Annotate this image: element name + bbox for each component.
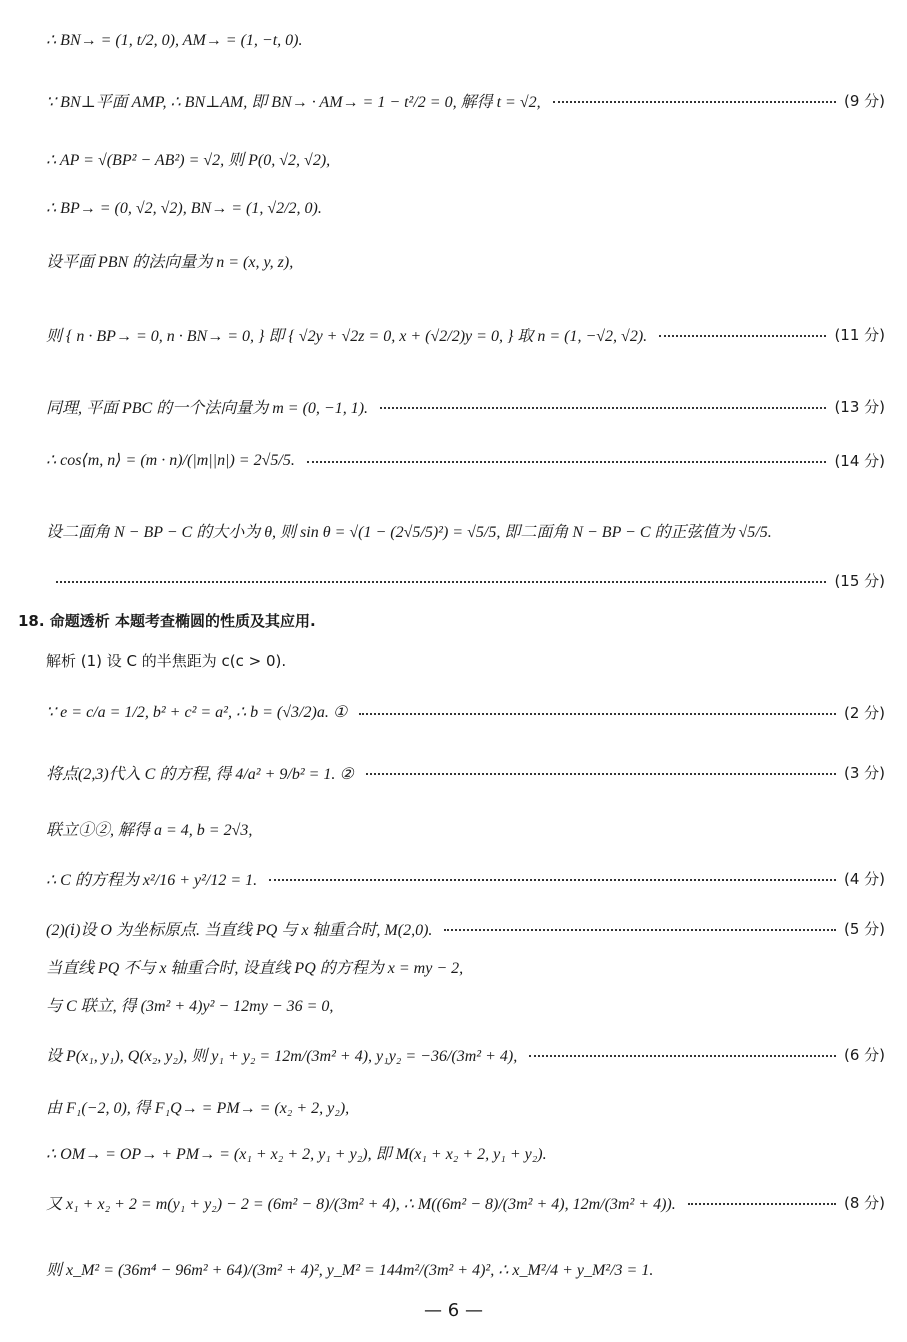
leader-dots bbox=[56, 581, 826, 583]
line-2: ∵ BN⊥平面 AMP, ∴ BN⊥AM, 即 BN→ · AM→ = 1 − t²/2 = 0, 解得 t = √2, (9 分) bbox=[46, 91, 885, 111]
leader-dots bbox=[359, 713, 836, 715]
line-10 bbox=[46, 560, 885, 600]
line-12: 解析 (1) 设 C 的半焦距为 c(c > 0). bbox=[46, 651, 287, 670]
line-4: ∴ BP→ = (0, √2, √2), BN→ = (1, √2/2, 0). bbox=[46, 200, 322, 217]
leader-dots bbox=[380, 407, 826, 409]
line-8: ∴ cos⟨m, n⟩ = (m · n)/(|m||n|) = 2√5/5. (14 分) bbox=[46, 451, 885, 470]
score: (5 分) bbox=[843, 919, 885, 938]
leader-dots bbox=[553, 101, 836, 103]
score: (8 分) bbox=[843, 1193, 885, 1212]
line-17: (2)(ⅰ)设 O 为坐标原点. 当直线 PQ 与 x 轴重合时, M(2,0). (5 分) bbox=[46, 919, 885, 939]
score: (14 分) bbox=[834, 451, 885, 470]
score: (2 分) bbox=[843, 703, 885, 722]
leader-dots bbox=[444, 929, 836, 931]
score: (6 分) bbox=[843, 1045, 885, 1064]
score: (11 分) bbox=[834, 325, 885, 344]
line-7: 同理, 平面 PBC 的一个法向量为 m = (0, −1, 1). (13 分) bbox=[46, 397, 885, 417]
score: (13 分) bbox=[834, 397, 885, 416]
line-16: ∴ C 的方程为 x²/16 + y²/12 = 1. (4 分) bbox=[46, 869, 885, 889]
score: (3 分) bbox=[843, 763, 885, 782]
line-15: 联立①②, 解得 a = 4, b = 2√3, bbox=[46, 821, 253, 839]
line-1: ∴ BN→ = (1, t/2, 0), AM→ = (1, −t, 0). bbox=[46, 32, 303, 49]
line-24: 则 x_M² = (36m⁴ − 96m² + 64)/(3m² + 4)², y_M² = 144m²/(3m² + 4)², ∴ x_M²/4 + y_M²/3 = 1. bbox=[46, 1261, 654, 1279]
line-23: 又 x₁ + x₂ + 2 = m(y₁ + y₂) − 2 = (6m² − 8)/(3m² + 4), ∴ M((6m² − 8)/(3m² + 4), 12m/(3m² + 4)). (8 分) bbox=[46, 1193, 885, 1213]
line-20: 设 P(x₁, y₁), Q(x₂, y₂), 则 y₁ + y₂ = 12m/(3m² + 4), y₁y₂ = −36/(3m² + 4), (6 分) bbox=[46, 1045, 885, 1065]
leader-dots bbox=[307, 461, 827, 463]
leader-dots bbox=[529, 1055, 836, 1057]
score: (15 分) bbox=[834, 571, 885, 590]
line-3: ∴ AP = √(BP² − AB²) = √2, 则 P(0, √2, √2), bbox=[46, 151, 331, 169]
line-6: 则 { n · BP→ = 0, n · BN→ = 0, } 即 { √2y + √2z = 0, x + (√2/2)y = 0, } 取 n = (1, −√2, √2). (11 分) bbox=[46, 325, 885, 345]
line-18: 当直线 PQ 不与 x 轴重合时, 设直线 PQ 的方程为 x = my − 2, bbox=[46, 959, 464, 977]
line-22: ∴ OM→ = OP→ + PM→ = (x₁ + x₂ + 2, y₁ + y₂), 即 M(x₁ + x₂ + 2, y₁ + y₂). bbox=[46, 1145, 547, 1163]
leader-dots bbox=[659, 335, 826, 337]
line-13: ∵ e = c/a = 1/2, b² + c² = a², ∴ b = (√3/2)a. ① (2 分) bbox=[46, 703, 885, 722]
line-14: 将点(2,3)代入 C 的方程, 得 4/a² + 9/b² = 1. ② (3 分) bbox=[46, 763, 885, 783]
score: (4 分) bbox=[843, 869, 885, 888]
line-9: 设二面角 N − BP − C 的大小为 θ, 则 sin θ = √(1 − (2√5/5)²) = √5/5, 即二面角 N − BP − C 的正弦值为 √5/5. bbox=[46, 523, 772, 541]
leader-dots bbox=[366, 773, 836, 775]
page-number: — 6 — bbox=[424, 1300, 483, 1321]
score: (9 分) bbox=[843, 91, 885, 110]
line-21: 由 F₁(−2, 0), 得 F₁Q→ = PM→ = (x₂ + 2, y₂), bbox=[46, 1099, 350, 1117]
line-19: 与 C 联立, 得 (3m² + 4)y² − 12my − 36 = 0, bbox=[46, 997, 334, 1015]
question-18-heading: 18. 命题透析 本题考查椭圆的性质及其应用. bbox=[18, 611, 316, 630]
line-5: 设平面 PBN 的法向量为 n = (x, y, z), bbox=[46, 253, 294, 271]
leader-dots bbox=[269, 879, 836, 881]
leader-dots bbox=[688, 1203, 836, 1205]
